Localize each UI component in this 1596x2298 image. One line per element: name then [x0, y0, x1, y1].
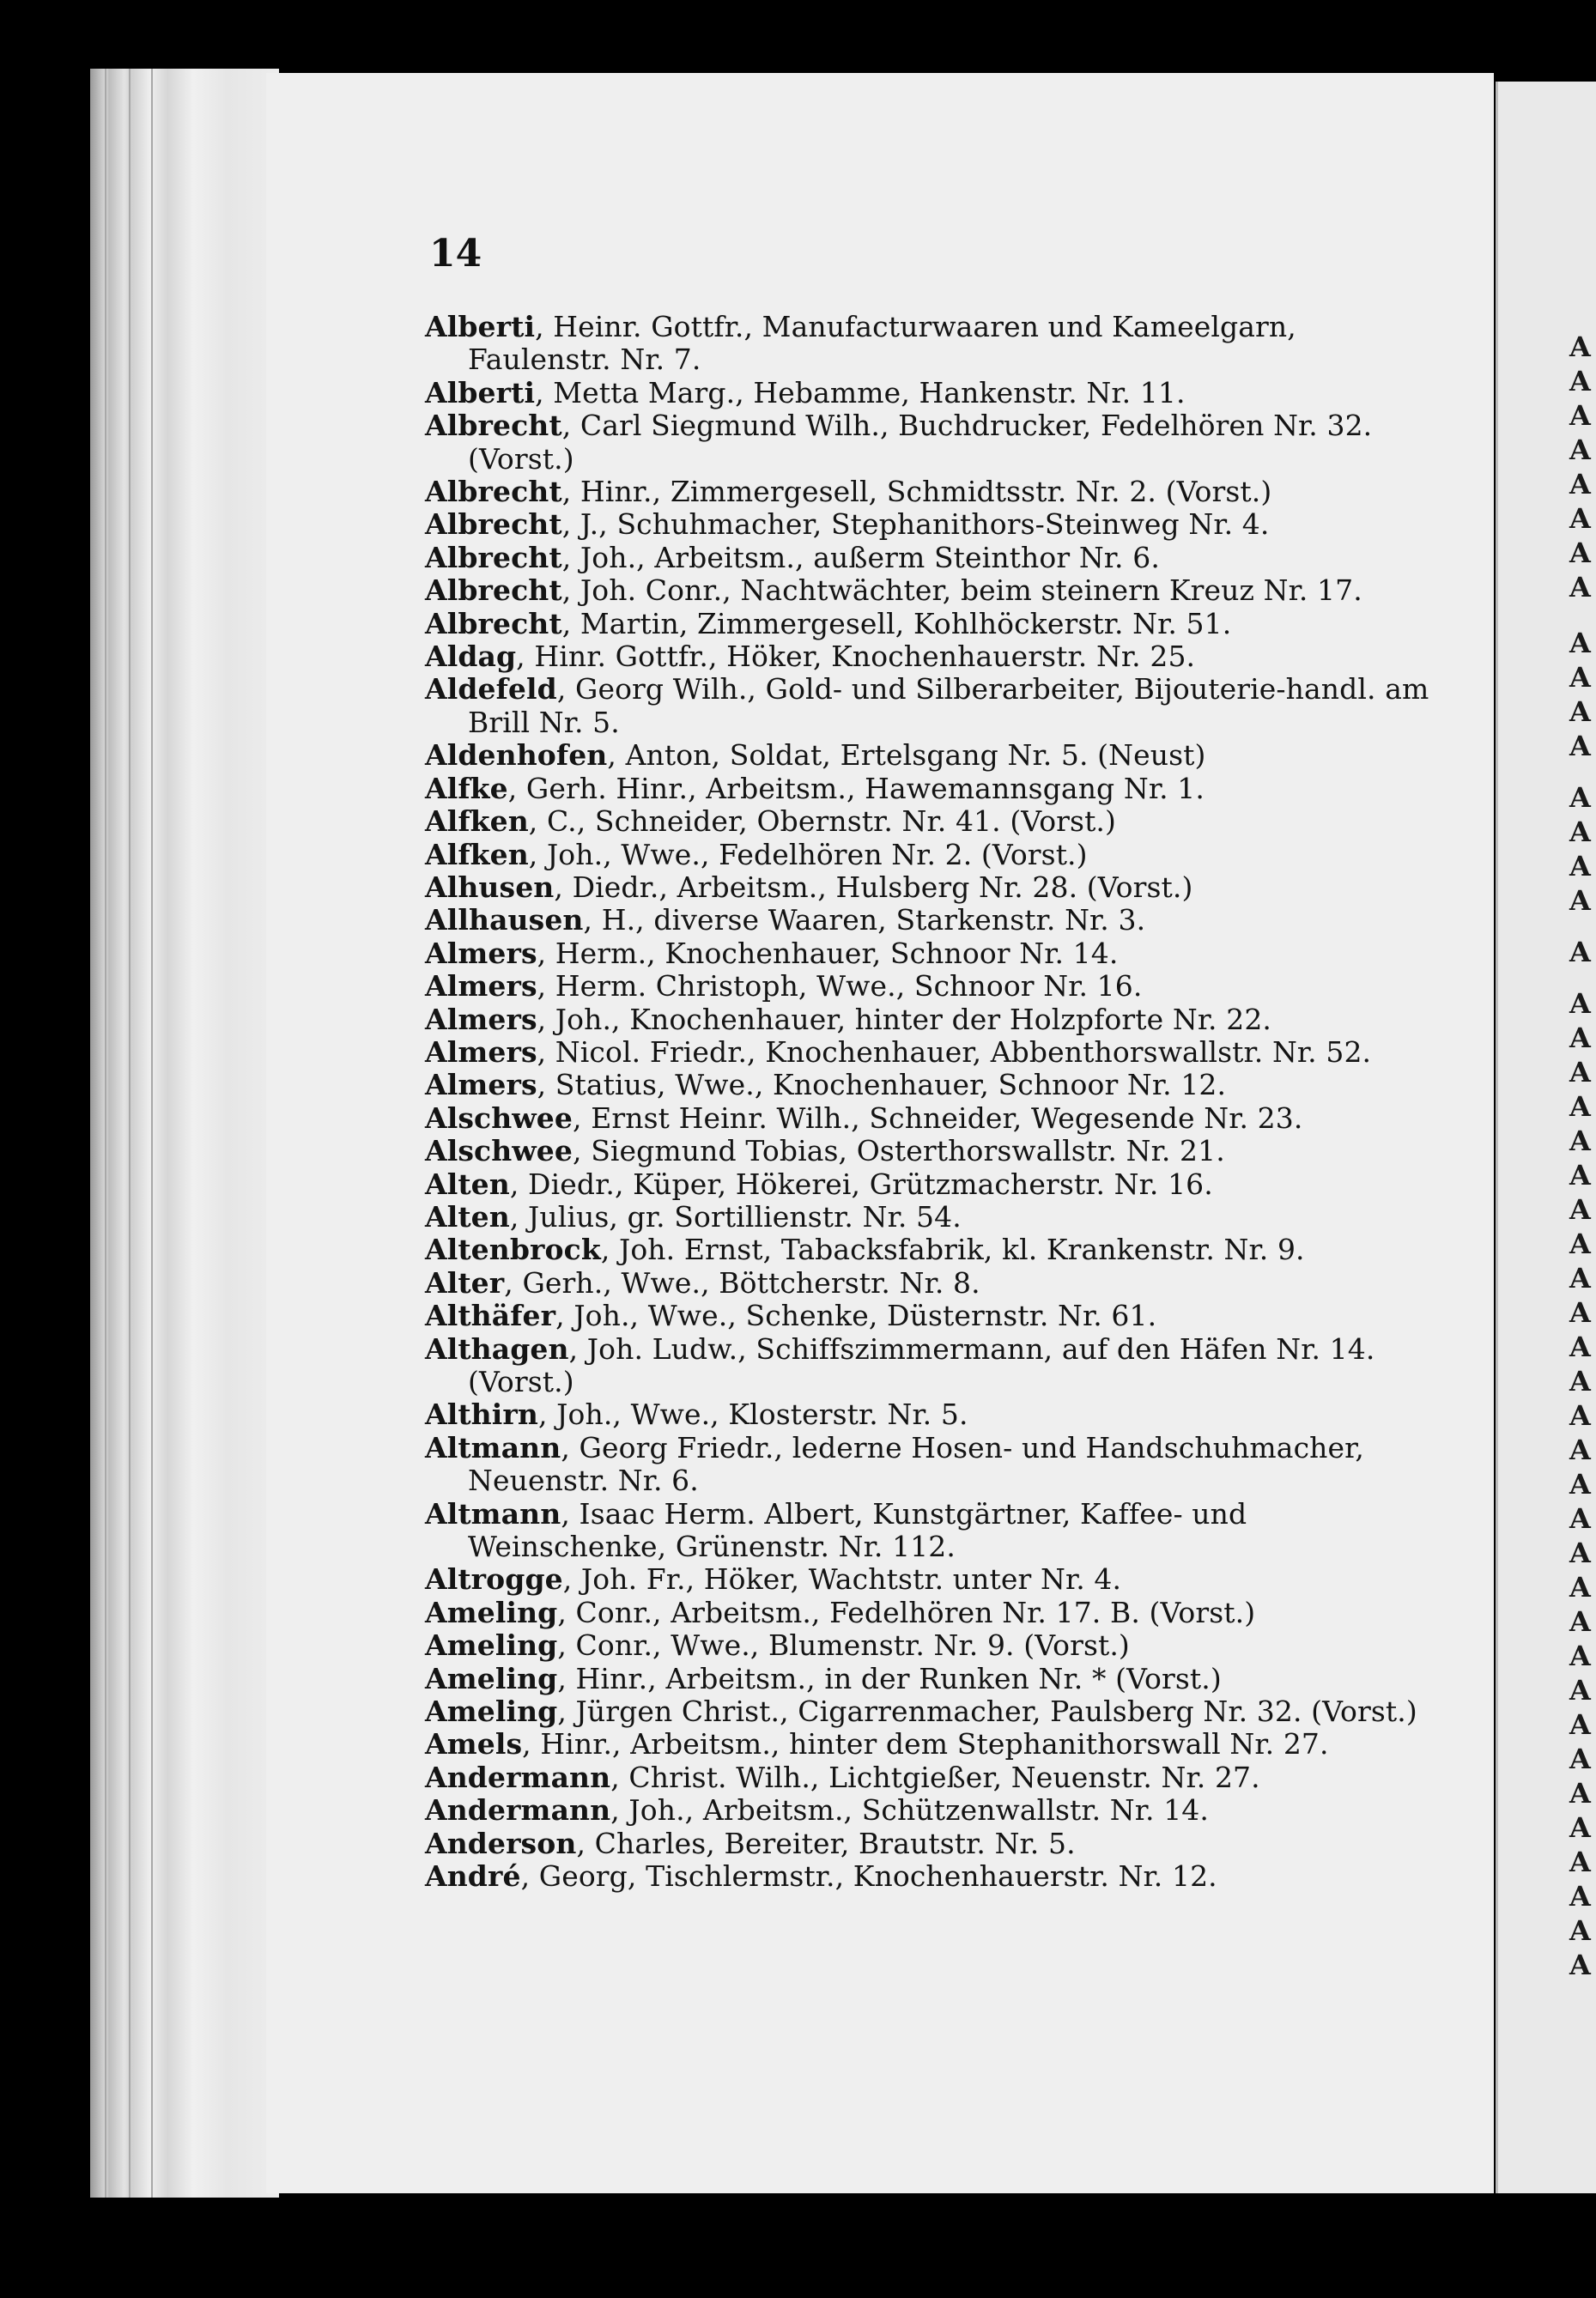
entry-surname: Althäfer	[425, 1299, 556, 1333]
facing-page-letter: A	[1569, 1502, 1591, 1535]
entry-details: , Joh. Ludw., Schiffszimmermann, auf den Häfen Nr. 14. (Vorst.)	[468, 1331, 1375, 1398]
entry-surname: Alfken	[425, 837, 529, 871]
entry-surname: Albrecht	[425, 475, 562, 509]
entry-details: , Christ. Wilh., Lichtgießer, Neuenstr. Nr. 27.	[610, 1760, 1260, 1794]
directory-entry	[425, 476, 1434, 508]
facing-page-letter: A	[1569, 816, 1591, 848]
facing-page-letter: A	[1569, 502, 1591, 535]
entry-details: , Jürgen Christ., Cigarrenmacher, Paulsberg Nr. 32. (Vorst.)	[557, 1695, 1417, 1729]
entry-details: , Joh., Arbeitsm., Schützenwallstr. Nr. 14.	[610, 1793, 1209, 1828]
facing-page-letter: A	[1569, 571, 1591, 603]
directory-entry	[425, 377, 1434, 409]
entry-surname: Althirn	[425, 1398, 538, 1432]
directory-entry	[425, 1563, 1434, 1596]
entry-details: , Gerh. Hinr., Arbeitsm., Hawemannsgang Nr. 1.	[507, 771, 1205, 805]
directory-entry	[425, 904, 1434, 937]
entry-details: , H., diverse Waaren, Starkenstr. Nr. 3.	[583, 903, 1146, 937]
entry-surname: Almers	[425, 1002, 537, 1036]
directory-entry	[425, 311, 1434, 377]
facing-page-letter: A	[1569, 987, 1591, 1020]
facing-page-letter: A	[1569, 1468, 1591, 1501]
directory-entry	[425, 1201, 1434, 1234]
entry-details: , Martin, Zimmergesell, Kohlhöckerstr. Nr. 51.	[561, 606, 1232, 640]
facing-page-letter: A	[1569, 936, 1591, 968]
entry-details: , Joh. Fr., Höker, Wachtstr. unter Nr. 4.	[562, 1562, 1122, 1597]
directory-entry	[425, 871, 1434, 904]
facing-page-letter: A	[1569, 1811, 1591, 1844]
entry-surname: Amels	[425, 1727, 523, 1761]
facing-page-letter: A	[1569, 434, 1591, 466]
facing-page-letter: A	[1569, 1708, 1591, 1741]
entry-details: , Conr., Wwe., Blumenstr. Nr. 9. (Vorst.)	[557, 1628, 1130, 1663]
entry-details: , Carl Siegmund Wilh., Buchdrucker, Fedelhören Nr. 32. (Vorst.)	[468, 409, 1373, 476]
directory-entry	[425, 1234, 1434, 1266]
facing-page-letter: A	[1569, 1571, 1591, 1604]
facing-page-letter: A	[1569, 1193, 1591, 1226]
entry-details: , Anton, Soldat, Ertelsgang Nr. 5. (Neust)	[607, 738, 1206, 773]
page-edge-line	[151, 69, 153, 2198]
entry-surname: Altrogge	[425, 1562, 563, 1597]
facing-page-letter: A	[1569, 1743, 1591, 1775]
facing-page-letter: A	[1569, 1331, 1591, 1363]
facing-page-letter: A	[1569, 850, 1591, 882]
facing-page-letter: A	[1569, 1880, 1591, 1913]
entry-surname: Aldefeld	[425, 672, 557, 706]
entry-details: , Joh. Ernst, Tabacksfabrik, kl. Krankenstr. Nr. 9.	[600, 1233, 1305, 1267]
entry-surname: Ameling	[425, 1695, 558, 1729]
entry-details: , Joh., Arbeitsm., außerm Steinthor Nr. 6.	[561, 540, 1160, 574]
entry-surname: André	[425, 1859, 521, 1894]
entry-surname: Alter	[425, 1265, 505, 1300]
entry-surname: Alschwee	[425, 1100, 573, 1135]
entry-surname: Alberti	[425, 375, 536, 409]
entry-surname: Alhusen	[425, 870, 555, 904]
entry-details: , Heinr. Gottfr., Manufacturwaaren und Kameelgarn, Faulenstr. Nr. 7.	[468, 310, 1296, 377]
directory-entry	[425, 1794, 1434, 1827]
facing-page-letter: A	[1569, 1022, 1591, 1054]
facing-page-letter: A	[1569, 1914, 1591, 1947]
directory-entry	[425, 542, 1434, 574]
directory-entry	[425, 970, 1434, 1003]
directory-entry	[425, 1663, 1434, 1695]
entry-surname: Alten	[425, 1199, 510, 1234]
directory-entry	[425, 1267, 1434, 1300]
entry-surname: Albrecht	[425, 573, 562, 608]
facing-page-letter: A	[1569, 1399, 1591, 1432]
entry-surname: Almers	[425, 1034, 537, 1069]
directory-entry	[425, 1003, 1434, 1036]
facing-page-letter: A	[1569, 1228, 1591, 1260]
entry-details: , Joh. Conr., Nachtwächter, beim steinern Kreuz Nr. 17.	[561, 573, 1362, 608]
entry-details: , J., Schuhmacher, Stephanithors-Steinweg Nr. 4.	[561, 507, 1270, 542]
facing-page-letter: A	[1569, 1434, 1591, 1466]
entry-surname: Alfke	[425, 771, 508, 805]
page-edge-line	[129, 69, 130, 2198]
directory-entry	[425, 1168, 1434, 1201]
directory-entry	[425, 1597, 1434, 1629]
entry-surname: Alfken	[425, 804, 529, 839]
entry-details: , Julius, gr. Sortillienstr. Nr. 54.	[509, 1199, 962, 1234]
facing-page-letter: A	[1569, 399, 1591, 432]
entry-surname: Anderson	[425, 1826, 577, 1860]
entry-surname: Althagen	[425, 1331, 569, 1366]
facing-page-letter: A	[1569, 627, 1591, 659]
facing-page-letter: A	[1569, 695, 1591, 728]
directory-entry	[425, 608, 1434, 640]
entry-details: , Hinr., Zimmergesell, Schmidtsstr. Nr. 2. (Vorst.)	[561, 475, 1272, 509]
directory-entry	[425, 1398, 1434, 1431]
entry-details: , Hinr., Arbeitsm., in der Runken Nr. * (Vorst.)	[557, 1661, 1222, 1695]
directory-entry	[425, 739, 1434, 772]
facing-page-letter: A	[1569, 1674, 1591, 1707]
entry-surname: Allhausen	[425, 903, 584, 937]
entry-surname: Albrecht	[425, 606, 562, 640]
facing-page-letter: A	[1569, 1296, 1591, 1329]
facing-page-letter: A	[1569, 365, 1591, 397]
facing-page-letter: A	[1569, 1605, 1591, 1638]
entry-details: , Georg, Tischlermstr., Knochenhauerstr. Nr. 12.	[520, 1859, 1217, 1894]
entry-details: , Ernst Heinr. Wilh., Schneider, Wegesende Nr. 23.	[573, 1100, 1303, 1135]
entry-surname: Aldag	[425, 640, 517, 674]
entry-surname: Albrecht	[425, 507, 562, 542]
directory-entry	[425, 1135, 1434, 1167]
entry-surname: Altmann	[425, 1430, 561, 1464]
facing-page-letter: A	[1569, 884, 1591, 917]
directory-entry	[425, 1860, 1434, 1893]
directory-entries	[425, 311, 1434, 1894]
entry-details: , Herm., Knochenhauer, Schnoor Nr. 14.	[537, 936, 1119, 970]
directory-entry	[425, 1728, 1434, 1761]
directory-entry	[425, 1828, 1434, 1860]
directory-entry	[425, 1761, 1434, 1794]
entry-surname: Ameling	[425, 1628, 558, 1663]
facing-page-letter: A	[1569, 1365, 1591, 1398]
facing-page-letter: A	[1569, 1949, 1591, 1981]
entry-details: , Conr., Arbeitsm., Fedelhören Nr. 17. B. (Vorst.)	[557, 1595, 1256, 1629]
entry-details: , Diedr., Küper, Hökerei, Grützmacherstr. Nr. 16.	[509, 1167, 1213, 1201]
directory-entry	[425, 1102, 1434, 1135]
entry-details: , Charles, Bereiter, Brautstr. Nr. 5.	[576, 1826, 1076, 1860]
entry-details: , Isaac Herm. Albert, Kunstgärtner, Kaffee- und Weinschenke, Grünenstr. Nr. 112.	[468, 1496, 1247, 1564]
book-binding	[90, 69, 279, 2198]
facing-page-letter: A	[1569, 1846, 1591, 1878]
entry-details: , Georg Wilh., Gold- und Silberarbeiter, Bijouterie-handl. am Brill Nr. 5.	[468, 672, 1429, 739]
facing-page-letter: A	[1569, 1056, 1591, 1088]
page-edge-line	[105, 69, 106, 2198]
facing-page-letter: A	[1569, 1090, 1591, 1123]
facing-page-letter: A	[1569, 1640, 1591, 1672]
facing-page-letter: A	[1569, 1125, 1591, 1157]
directory-entry	[425, 508, 1434, 541]
entry-surname: Andermann	[425, 1793, 611, 1828]
facing-page-letter: A	[1569, 1262, 1591, 1295]
facing-page-letter: A	[1569, 1537, 1591, 1569]
entry-surname: Altenbrock	[425, 1233, 601, 1267]
entry-surname: Albrecht	[425, 409, 562, 443]
directory-entry	[425, 805, 1434, 838]
entry-surname: Aldenhofen	[425, 738, 608, 773]
entry-surname: Almers	[425, 936, 537, 970]
entry-surname: Almers	[425, 969, 537, 1003]
facing-page-letter: A	[1569, 781, 1591, 814]
entry-details: , Diedr., Arbeitsm., Hulsberg Nr. 28. (Vorst.)	[554, 870, 1193, 904]
facing-page-letter: A	[1569, 1777, 1591, 1810]
facing-page-letter: A	[1569, 661, 1591, 694]
page-number: 14	[429, 232, 482, 276]
directory-entry	[425, 1432, 1434, 1498]
directory-entry	[425, 1300, 1434, 1332]
entry-surname: Altmann	[425, 1496, 561, 1531]
entry-surname: Alberti	[425, 310, 536, 343]
directory-entry	[425, 1498, 1434, 1564]
directory-entry	[425, 640, 1434, 673]
directory-entry	[425, 1333, 1434, 1399]
facing-page-letter: A	[1569, 730, 1591, 762]
entry-surname: Ameling	[425, 1595, 558, 1629]
entry-details: , Joh., Wwe., Klosterstr. Nr. 5.	[538, 1398, 968, 1432]
entry-details: , Statius, Wwe., Knochenhauer, Schnoor Nr. 12.	[537, 1068, 1227, 1102]
entry-details: , Metta Marg., Hebamme, Hankenstr. Nr. 11.	[535, 375, 1186, 409]
entry-surname: Andermann	[425, 1760, 611, 1794]
entry-details: , Joh., Knochenhauer, hinter der Holzpforte Nr. 22.	[537, 1002, 1272, 1036]
directory-entry	[425, 773, 1434, 805]
entry-surname: Alten	[425, 1167, 510, 1201]
entry-surname: Albrecht	[425, 540, 562, 574]
directory-entry	[425, 1695, 1434, 1728]
directory-entry	[425, 1629, 1434, 1662]
directory-entry	[425, 673, 1434, 739]
directory-entry	[425, 937, 1434, 970]
facing-page-letter: A	[1569, 330, 1591, 363]
directory-entry	[425, 1069, 1434, 1101]
facing-page-letter: A	[1569, 468, 1591, 500]
entry-details: , Siegmund Tobias, Osterthorswallstr. Nr. 21.	[573, 1134, 1225, 1168]
directory-entry	[425, 839, 1434, 871]
entry-surname: Ameling	[425, 1661, 558, 1695]
facing-page-letter: A	[1569, 1159, 1591, 1191]
entry-details: , Herm. Christoph, Wwe., Schnoor Nr. 16.	[537, 969, 1143, 1003]
entry-details: , Gerh., Wwe., Böttcherstr. Nr. 8.	[504, 1265, 980, 1300]
entry-surname: Alschwee	[425, 1134, 573, 1168]
facing-page-letter: A	[1569, 537, 1591, 569]
entry-details: , Hinr. Gottfr., Höker, Knochenhauerstr. Nr. 25.	[516, 640, 1196, 674]
directory-entry	[425, 409, 1434, 476]
entry-details: , Hinr., Arbeitsm., hinter dem Stephanithorswall Nr. 27.	[522, 1727, 1329, 1761]
entry-details: , C., Schneider, Obernstr. Nr. 41. (Vorst.)	[528, 804, 1116, 839]
entry-details: , Joh., Wwe., Schenke, Düsternstr. Nr. 61.	[555, 1299, 1157, 1333]
directory-entry	[425, 574, 1434, 607]
entry-surname: Almers	[425, 1068, 537, 1102]
entry-details: , Joh., Wwe., Fedelhören Nr. 2. (Vorst.)	[528, 837, 1088, 871]
entry-details: , Nicol. Friedr., Knochenhauer, Abbenthorswallstr. Nr. 52.	[537, 1034, 1372, 1069]
entry-details: , Georg Friedr., lederne Hosen- und Handschuhmacher, Neuenstr. Nr. 6.	[468, 1430, 1364, 1498]
directory-entry	[425, 1036, 1434, 1069]
